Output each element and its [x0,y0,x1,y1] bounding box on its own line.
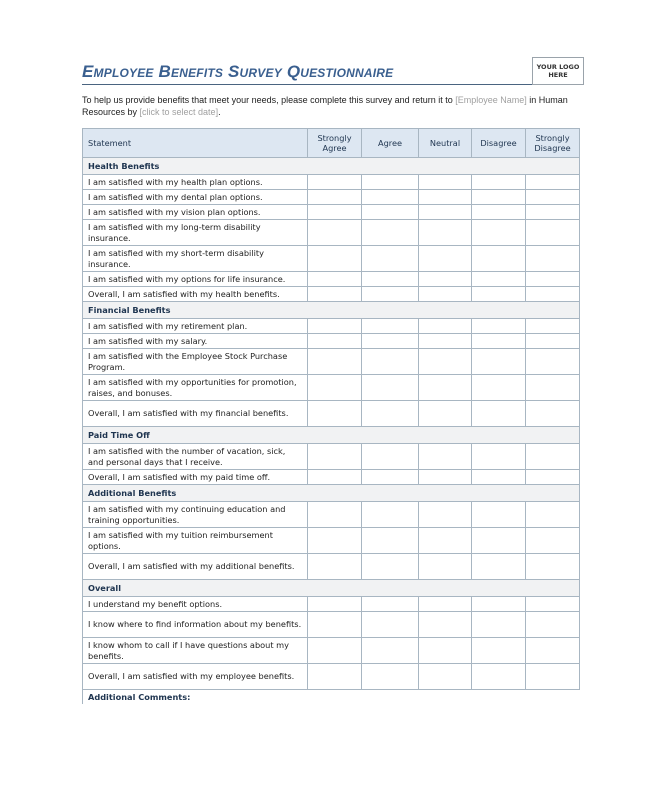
response-strongly-disagree[interactable] [526,205,580,220]
column-header-neutral: Neutral [419,129,472,158]
response-neutral[interactable] [419,349,472,375]
response-neutral[interactable] [419,470,472,485]
response-disagree[interactable] [472,375,526,401]
response-disagree[interactable] [472,349,526,375]
response-disagree[interactable] [472,444,526,470]
response-strongly-agree[interactable] [308,246,362,272]
response-neutral[interactable] [419,528,472,554]
response-strongly-agree[interactable] [308,272,362,287]
response-neutral[interactable] [419,375,472,401]
column-header-disagree: Disagree [472,129,526,158]
section-title: Overall [83,580,580,597]
response-neutral[interactable] [419,287,472,302]
response-agree[interactable] [362,597,419,612]
statement: I know where to find information about my benefits. [83,612,308,638]
response-strongly-agree[interactable] [308,375,362,401]
response-disagree[interactable] [472,528,526,554]
response-agree[interactable] [362,205,419,220]
response-agree[interactable] [362,246,419,272]
response-disagree[interactable] [472,612,526,638]
title-divider [82,84,584,85]
response-strongly-agree[interactable] [308,401,362,427]
response-disagree[interactable] [472,190,526,205]
response-agree[interactable] [362,190,419,205]
statement: I am satisfied with my continuing education and training opportunities. [83,502,308,528]
response-agree[interactable] [362,319,419,334]
response-neutral[interactable] [419,334,472,349]
response-strongly-agree[interactable] [308,334,362,349]
statement: I am satisfied with my long-term disability insurance. [83,220,308,246]
response-disagree[interactable] [472,554,526,580]
statement: I know whom to call if I have questions about my benefits. [83,638,308,664]
intro-text-3: . [218,107,221,117]
table-header-row [83,129,580,158]
response-strongly-agree[interactable] [308,205,362,220]
employee-name-field[interactable]: [Employee Name] [455,95,527,105]
response-disagree[interactable] [472,664,526,690]
response-disagree[interactable] [472,502,526,528]
statement: Overall, I am satisfied with my health benefits. [83,287,308,302]
response-strongly-agree[interactable] [308,319,362,334]
response-neutral[interactable] [419,612,472,638]
response-agree[interactable] [362,375,419,401]
statement: I understand my benefit options. [83,597,308,612]
response-disagree[interactable] [472,334,526,349]
response-strongly-disagree[interactable] [526,528,580,554]
section-paid-time-off [83,427,580,444]
column-header-strongly-agree: Strongly Agree [308,129,362,158]
response-neutral[interactable] [419,444,472,470]
response-agree[interactable] [362,349,419,375]
response-strongly-agree[interactable] [308,220,362,246]
response-agree[interactable] [362,664,419,690]
response-agree[interactable] [362,287,419,302]
response-disagree[interactable] [472,220,526,246]
response-agree[interactable] [362,220,419,246]
statement: I am satisfied with my short-term disability insurance. [83,246,308,272]
response-neutral[interactable] [419,502,472,528]
response-strongly-disagree[interactable] [526,638,580,664]
response-strongly-disagree[interactable] [526,319,580,334]
response-neutral[interactable] [419,205,472,220]
response-strongly-disagree[interactable] [526,272,580,287]
response-neutral[interactable] [419,190,472,205]
response-strongly-agree[interactable] [308,612,362,638]
response-neutral[interactable] [419,554,472,580]
statement: Overall, I am satisfied with my paid time off. [83,470,308,485]
statement: Overall, I am satisfied with my financial benefits. [83,401,308,427]
response-neutral[interactable] [419,597,472,612]
section-title: Health Benefits [83,158,580,175]
intro-paragraph [82,94,582,118]
response-strongly-disagree[interactable] [526,597,580,612]
statement: I am satisfied with my options for life insurance. [83,272,308,287]
response-agree[interactable] [362,334,419,349]
response-agree[interactable] [362,612,419,638]
response-strongly-disagree[interactable] [526,287,580,302]
response-disagree[interactable] [472,287,526,302]
response-strongly-agree[interactable] [308,597,362,612]
comments-row[interactable] [83,690,580,705]
statement: I am satisfied with my tuition reimbursement options. [83,528,308,554]
response-strongly-agree[interactable] [308,470,362,485]
logo-line-2: HERE [548,71,568,79]
response-strongly-disagree[interactable] [526,246,580,272]
response-disagree[interactable] [472,175,526,190]
response-strongly-disagree[interactable] [526,220,580,246]
statement: Overall, I am satisfied with my additional benefits. [83,554,308,580]
response-strongly-disagree[interactable] [526,190,580,205]
response-agree[interactable] [362,528,419,554]
logo-line-1: YOUR LOGO [536,63,580,71]
section-additional-benefits [83,485,580,502]
statement: I am satisfied with my retirement plan. [83,319,308,334]
response-strongly-agree[interactable] [308,664,362,690]
response-agree[interactable] [362,470,419,485]
statement: I am satisfied with the number of vacation, sick, and personal days that I receive. [83,444,308,470]
column-header-statement: Statement [83,129,308,158]
response-strongly-agree[interactable] [308,554,362,580]
date-picker-field[interactable]: [click to select date] [139,107,219,117]
response-agree[interactable] [362,638,419,664]
section-title: Additional Benefits [83,485,580,502]
response-agree[interactable] [362,502,419,528]
response-strongly-disagree[interactable] [526,470,580,485]
response-strongly-disagree[interactable] [526,612,580,638]
response-disagree[interactable] [472,597,526,612]
response-neutral[interactable] [419,319,472,334]
response-neutral[interactable] [419,664,472,690]
response-agree[interactable] [362,444,419,470]
response-strongly-disagree[interactable] [526,175,580,190]
section-financial-benefits [83,302,580,319]
column-header-agree: Agree [362,129,419,158]
response-strongly-disagree[interactable] [526,554,580,580]
statement: I am satisfied with my salary. [83,334,308,349]
response-strongly-disagree[interactable] [526,349,580,375]
section-overall [83,580,580,597]
response-strongly-agree[interactable] [308,175,362,190]
response-strongly-agree[interactable] [308,528,362,554]
statement: Overall, I am satisfied with my employee benefits. [83,664,308,690]
response-disagree[interactable] [472,470,526,485]
response-disagree[interactable] [472,272,526,287]
response-strongly-agree[interactable] [308,444,362,470]
response-disagree[interactable] [472,401,526,427]
response-neutral[interactable] [419,175,472,190]
response-strongly-disagree[interactable] [526,502,580,528]
intro-text-1: To help us provide benefits that meet your needs, please complete this survey and return it to [82,95,456,105]
statement: I am satisfied with the Employee Stock Purchase Program. [83,349,308,375]
response-strongly-disagree[interactable] [526,444,580,470]
response-strongly-disagree[interactable] [526,375,580,401]
section-title: Paid Time Off [83,427,580,444]
statement: I am satisfied with my dental plan options. [83,190,308,205]
response-strongly-disagree[interactable] [526,401,580,427]
statement: I am satisfied with my opportunities for promotion, raises, and bonuses. [83,375,308,401]
response-neutral[interactable] [419,272,472,287]
statement: I am satisfied with my health plan options. [83,175,308,190]
statement: I am satisfied with my vision plan options. [83,205,308,220]
response-neutral[interactable] [419,638,472,664]
intro-text-2: in Human Resources by [82,95,568,117]
section-health-benefits [83,158,580,175]
response-strongly-agree[interactable] [308,502,362,528]
response-agree[interactable] [362,272,419,287]
response-neutral[interactable] [419,220,472,246]
response-strongly-disagree[interactable] [526,334,580,349]
response-agree[interactable] [362,554,419,580]
response-disagree[interactable] [472,638,526,664]
response-strongly-disagree[interactable] [526,664,580,690]
logo-placeholder[interactable] [532,57,584,85]
response-neutral[interactable] [419,246,472,272]
column-header-strongly-disagree: Strongly Disagree [526,129,580,158]
response-strongly-agree[interactable] [308,638,362,664]
page-title: Employee Benefits Survey Questionnaire [82,62,394,81]
response-agree[interactable] [362,401,419,427]
section-title: Financial Benefits [83,302,580,319]
response-neutral[interactable] [419,401,472,427]
response-strongly-agree[interactable] [308,190,362,205]
response-strongly-agree[interactable] [308,287,362,302]
response-strongly-agree[interactable] [308,349,362,375]
response-disagree[interactable] [472,319,526,334]
response-disagree[interactable] [472,246,526,272]
response-disagree[interactable] [472,205,526,220]
response-agree[interactable] [362,175,419,190]
survey-table [82,128,580,704]
additional-comments-label: Additional Comments: [83,690,580,705]
